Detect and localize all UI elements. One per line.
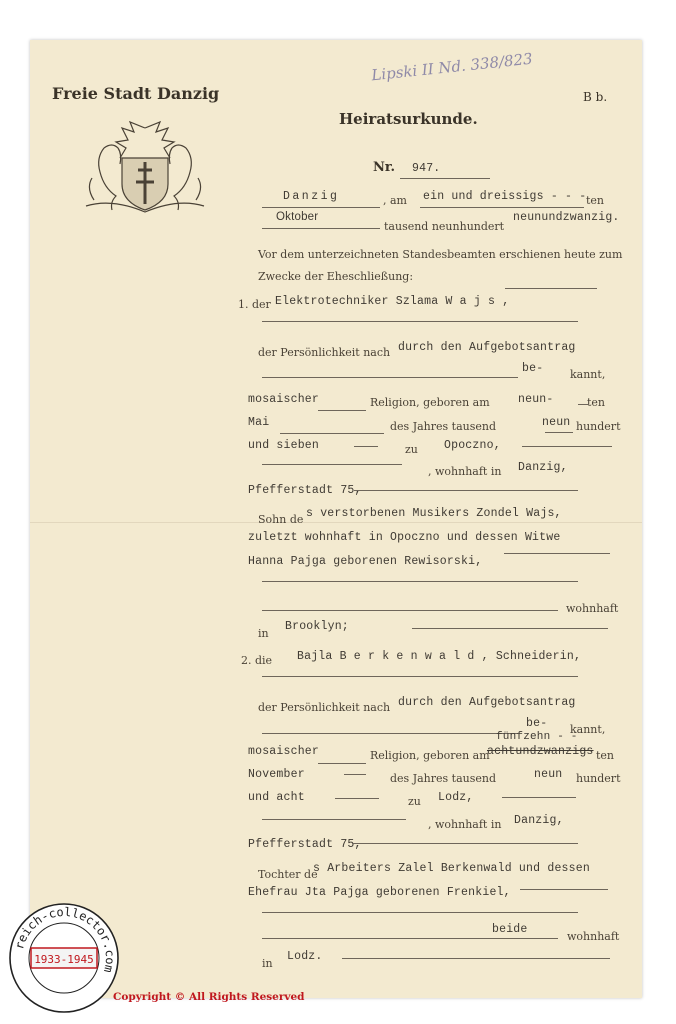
groom-birthplace: Opoczno, bbox=[444, 439, 501, 452]
bride-birth-month: November bbox=[248, 768, 305, 781]
intro-line-2: Zwecke der Eheschließung: bbox=[258, 270, 414, 283]
document-title: Heiratsurkunde. bbox=[339, 110, 478, 128]
groom-birth-day: neun- bbox=[518, 393, 554, 406]
groom-parents-city: Brooklyn; bbox=[285, 620, 349, 633]
issue-month: Oktober bbox=[276, 211, 319, 223]
collector-watermark-stamp bbox=[8, 902, 120, 1014]
issuer-title: Freie Stadt Danzig bbox=[52, 84, 220, 103]
groom-parents-residence: zuletzt wohnhaft in Opoczno und dessen Witwe bbox=[248, 531, 561, 544]
bride-identification: durch den Aufgebotsantrag bbox=[398, 696, 576, 709]
bride-name: Bajla B e r k e n w a l d , Schneiderin, bbox=[297, 650, 582, 663]
bride-birth-year: neun bbox=[534, 768, 563, 781]
bride-religion: mosaischer bbox=[248, 745, 320, 758]
coat-of-arms-icon bbox=[82, 118, 208, 214]
intro-line-1: Vor dem unterzeichneten Standesbeamten erschienen heute zum bbox=[258, 248, 623, 261]
groom-birth-month: Mai bbox=[248, 416, 270, 429]
groom-street: Pfefferstadt 75, bbox=[248, 484, 362, 497]
groom-residence: Danzig, bbox=[518, 461, 568, 474]
fold-line bbox=[30, 522, 642, 523]
groom-religion: mosaischer bbox=[248, 393, 320, 406]
bride-birth-day-correction: fünfzehn - - bbox=[496, 731, 578, 743]
groom-father: s verstorbenen Musikers Zondel Wajs, bbox=[306, 507, 562, 520]
groom-name: Elektrotechniker Szlama W a j s , bbox=[275, 295, 510, 308]
bride-birthplace: Lodz, bbox=[438, 791, 474, 804]
groom-identification: durch den Aufgebotsantrag bbox=[398, 341, 576, 354]
bride-parents-city: Lodz. bbox=[287, 950, 323, 963]
corner-code: B b. bbox=[583, 90, 608, 104]
bride-birth-day-struck: achtundzwanzigs bbox=[487, 745, 594, 758]
bride-mother: Ehefrau Jta Pajga geborenen Frenkiel, bbox=[248, 886, 511, 899]
bride-residence: Danzig, bbox=[514, 814, 564, 827]
bride-street: Pfefferstadt 75, bbox=[248, 838, 362, 851]
bride-father: s Arbeiters Zalel Berkenwald und dessen bbox=[313, 862, 590, 875]
archive-note: Lipski II Nd. 338/823 bbox=[370, 49, 534, 85]
copyright-notice: Copyright © All Rights Reserved bbox=[113, 991, 305, 1003]
groom-birth-year: neun bbox=[542, 416, 571, 429]
number-label: Nr. bbox=[373, 160, 396, 175]
stamp-years: 1933-1945 bbox=[34, 953, 94, 966]
certificate-number: 947. bbox=[412, 162, 441, 175]
issue-day: ein und dreissigs - - - bbox=[423, 190, 587, 203]
issue-year: neunundzwanzig. bbox=[513, 211, 620, 224]
groom-mother: Hanna Pajga geborenen Rewisorski, bbox=[248, 555, 483, 568]
place-of-issue: Danzig bbox=[283, 190, 340, 203]
stamp-text: reich-collector.com bbox=[11, 904, 118, 974]
